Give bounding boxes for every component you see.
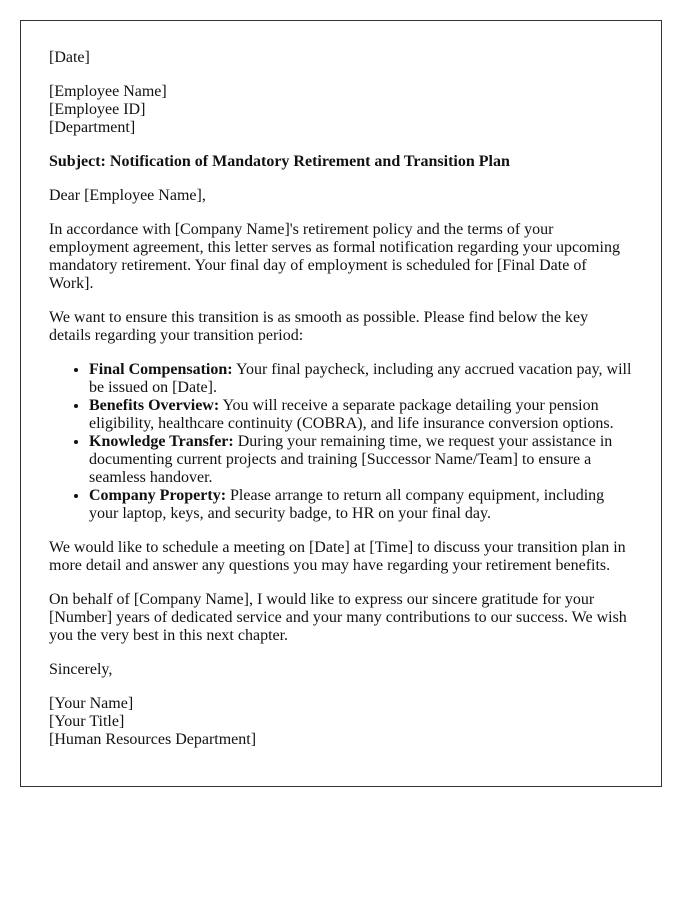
signer-title: [Your Title] bbox=[49, 713, 125, 730]
recipient-block bbox=[49, 83, 633, 137]
letter-document bbox=[20, 20, 662, 787]
signoff: Sincerely, bbox=[49, 661, 113, 678]
intro-paragraph: In accordance with [Company Name]'s retirement policy and the terms of your employment agreement, this letter serves as formal notification regarding your upcoming mandatory retirement. Your final day of employment is scheduled for [Final Date of Work]. bbox=[49, 221, 620, 292]
meeting-paragraph: We would like to schedule a meeting on [Date] at [Time] to discuss your transition plan in more detail and answer any questions you may have regarding your retirement benefits. bbox=[49, 539, 626, 574]
detail-label: Company Property: bbox=[89, 487, 227, 504]
transition-paragraph: We want to ensure this transition is as smooth as possible. Please find below the key details regarding your transition period: bbox=[49, 309, 589, 344]
list-item bbox=[89, 397, 633, 433]
list-item bbox=[89, 361, 633, 397]
letter-date: [Date] bbox=[49, 49, 90, 66]
signer-name: [Your Name] bbox=[49, 695, 134, 712]
list-item bbox=[89, 487, 633, 523]
salutation: Dear [Employee Name], bbox=[49, 187, 206, 204]
detail-label: Benefits Overview: bbox=[89, 397, 220, 414]
detail-label: Knowledge Transfer: bbox=[89, 433, 234, 450]
detail-text: During your remaining time, we request your assistance in documenting current projects and training [Successor Name/Team] to ensure a seamless handover. bbox=[89, 433, 613, 486]
detail-label: Final Compensation: bbox=[89, 361, 233, 378]
signer-department: [Human Resources Department] bbox=[49, 731, 257, 748]
recipient-department: [Department] bbox=[49, 119, 136, 136]
recipient-name: [Employee Name] bbox=[49, 83, 167, 100]
detail-text: Please arrange to return all company equipment, including your laptop, keys, and security badge, to HR on your final day. bbox=[89, 487, 605, 522]
subject-line: Subject: Notification of Mandatory Retirement and Transition Plan bbox=[49, 153, 510, 170]
details-list bbox=[49, 361, 633, 523]
list-item bbox=[89, 433, 633, 487]
detail-text: You will receive a separate package detailing your pension eligibility, healthcare continuity (COBRA), and life insurance conversion options. bbox=[89, 397, 614, 432]
gratitude-paragraph: On behalf of [Company Name], I would like to express our sincere gratitude for your [Number] years of dedicated service and your many contributions to our success. We wish you the very best in this next chapter. bbox=[49, 591, 627, 644]
signature-block bbox=[49, 695, 633, 749]
detail-text: Your final paycheck, including any accrued vacation pay, will be issued on [Date]. bbox=[89, 361, 632, 396]
recipient-id: [Employee ID] bbox=[49, 101, 146, 118]
